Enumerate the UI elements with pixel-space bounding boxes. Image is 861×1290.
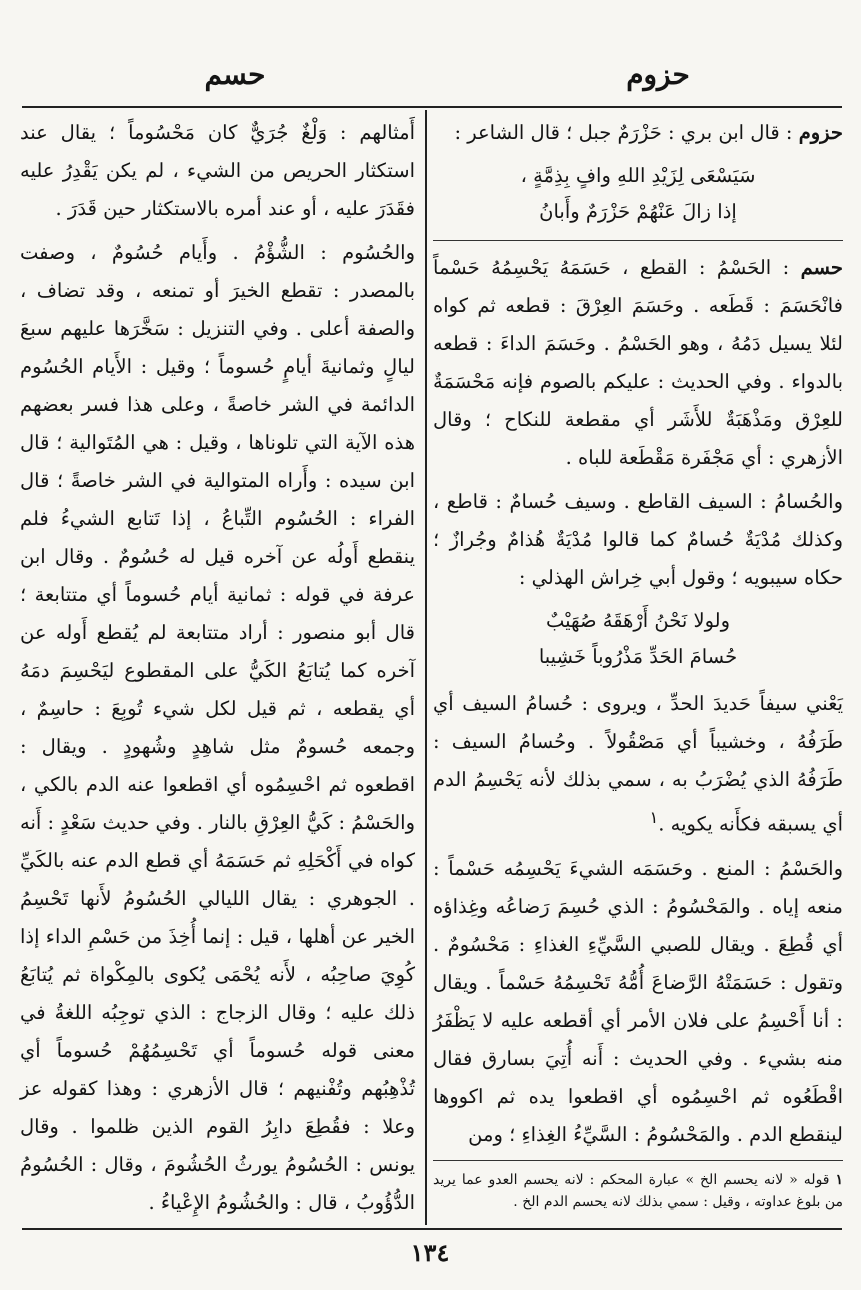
paragraph-hasm-prevention: والحَسْمُ : المنع . وحَسَمَه الشيءَ يَحْسِمُه حَسْماً : منعه إياه . والمَحْسُومُ : الذي حُسِمَ رَضاعُه وغِذاؤه أي قُطِعَ . ويقال للصبي السَّيِّءِ الغذاءِ : مَحْسُومٌ . وتقول : حَسَمَتْهُ الرَّضاعَ أُمُّهُ تَحْسِمُهُ حَسْماً . ويقال : أنا أَحْسِمُ على فلان الأمر أي أقطعه عليه لا يَظْفَرُ منه بشيء . وفي الحديث : أَنه أُتِيَ بسارق فقال اقْطَعُوه ثم احْسِمُوه أي اقطعوا يده ثم اكووها لينقطع الدم . والمَحْسُومُ : السَّيِّءُ الغِذاءِ ؛ ومن (433, 856, 843, 1146)
footnote-separator (433, 1160, 843, 1161)
footnote (433, 1169, 843, 1213)
poem-line: حُسامَ الحَدِّ مَذْرُوباً خَشِيبا (538, 645, 738, 668)
footer-rule (22, 1228, 842, 1230)
footnote-text: قوله « لانه يحسم الخ » عبارة المحكم : لانه يحسم العدو عما يريد من بلوغ عداوته ، وقيل : سمي بذلك لانه يحسم الدم الخ . (433, 1171, 843, 1210)
entry-hazum-text: : قال ابن بري : حَزْرَمٌ جبل ؛ قال الشاعر : (454, 121, 793, 144)
paragraph-husum: والحُسُوم : الشُّؤْمُ . وأَيام حُسُومٌ ، وصفت بالمصدر : تقطع الخيرَ أو تمنعه ، وقد تضاف ، والصفة أعلى . وفي التنزيل : سَخَّرَها عليهم سبعَ ليالٍ وثمانيةَ أيامٍ حُسوماً ؛ وقيل : الأَيام الحُسُوم الدائمة في الشر خاصةً ، وعلى هذا فسر بعضهم هذه الآية التي تلوناها ، وقيل : هي المُتَوالية ؛ قال ابن سيده : وأَراه المتوالية في الشر خاصةً ؛ قال الفراء : الحُسُوم التِّباعُ ، إذا تَتابع الشيءُ فلم ينقطع أَولُه عن آخره قيل له حُسُومٌ . وقال ابن عرفة في قوله : ثمانية أيام حُسوماً أي متتابعة ؛ قال أبو منصور : أراد متتابعة لم يُقطع أَوله عن آخره كما يُتابَعُ الكَيُّ على المقطوع ليَحْسِمَ دمَهُ أي يقطعه ، ثم قيل لكل شيء تُوبِعَ : حاسِمٌ ، وجمعه حُسومٌ مثل شاهِدٍ وشُهودٍ . ويقال : اقطعوه ثم احْسِمُوه أي اقطعوا عنه الدم بالكي ، والحَسْمُ : كَيُّ العِرْقِ بالنار . وفي حديث سَعْدٍ : أَنه كواه في أَكْحَلِهِ ثم حَسَمَهُ أي قطع الدم عنه بالكَيِّ . الجوهري : يقال الليالي الحُسُومُ لأَنها تَحْسِمُ الخير عن أهلها ، قيل : إنما أُخِذَ من حَسْمِ الداء إذا كُوِيَ صاحِبُه ، لأَنه يُحْمَى يُكوى بالمِكْواة ثم يُتابَعُ ذلك عليه ؛ وقال الزجاج : الذي توجِبُه اللغةُ في معنى قوله حُسوماً أي تَحْسِمُهُمْ حُسوماً أي تُذْهِبُهم وتُفْنيهم ؛ قال الأزهري : وهذا كقوله عز وعلا : فقُطِعَ دابِرُ القوم الذين ظلموا . وقال يونس : الحُسُومُ يورثُ الحُشُومَ ، وقال : الحُسُومُ الدُّؤُوبُ ، قال : والحُشُومُ الإِعْياءُ . (20, 241, 415, 1214)
paragraph-proverb: أَمثالهم : وَلْغٌ جُرَيٌّ كان مَحْسُوماً ؛ يقال عند استكثار الحريص من الشيء ، لم يكن يَقْدِرُ عليه فقَدَرَ عليه ، أو عند أمره بالاستكثار حين قَدَرَ . (20, 121, 415, 220)
running-header-right: حزوم (626, 58, 690, 91)
left-column (20, 114, 415, 1228)
poem-verse-1 (433, 158, 843, 230)
poem-line: إذا زالَ عَنْهُمْ حَزْرَمٌ وأَبانُ (539, 200, 737, 223)
headword-hazum: حزوم (798, 121, 843, 144)
paragraph-sword-edge-text: يَعْني سيفاً حَديدَ الحدِّ ، ويروى : حُسامُ السيف أي طَرَفُهُ ، وخشيباً أي مَصْقُولاً . وحُسامُ السيف : طَرَفُهُ الذي يُضْرَبُ به ، سمي بذلك لأنه يَحْسِمُ الدم أي يسبقه فكأَنه يكويه . (433, 692, 843, 836)
footnote-number: ١ (835, 1171, 844, 1188)
poem-verse-2 (433, 603, 843, 675)
paragraph-sword-edge (433, 685, 843, 844)
entry-separator (433, 240, 843, 241)
page-number: ١٣٤ (410, 1238, 450, 1267)
column-divider (425, 110, 427, 1225)
footnote-marker: ١ (649, 808, 659, 827)
paragraph-husam: والحُسامُ : السيف القاطع . وسيف حُسامٌ : قاطع ، وكذلك مُدْيَةٌ حُسامٌ كما قالوا مُدْيَةٌ هُذامٌ وجُرازٌ ؛ حكاه سيبويه ؛ وقول أبي خِراش الهذلي : (433, 490, 843, 589)
entry-hasam-text: : الحَسْمُ : القطع ، حَسَمَهُ يَحْسِمُهُ حَسْماً فانْحَسَمَ : قَطَعه . وحَسَمَ العِرْقَ : قطعه ثم كواه لئلا يسيل دَمُهُ ، وهو الحَسْمُ . وحَسَمَ الداءَ : قطعه بالدواء . وفي الحديث : عليكم بالصوم فإنه مَحْسَمَةٌ للعِرْق ومَذْهَبَةٌ للأَشَر أي مقطعة للنكاح ؛ وقال الأزهري : أي مَجْفَرة مَقْطَعة للباه . (433, 256, 843, 469)
running-header-left: حسم (204, 58, 266, 91)
entry-hasam (433, 249, 843, 477)
header-rule (22, 106, 842, 108)
poem-line: ولولا نَحْنُ أَرْهَقَهُ صُهَيْبٌ (545, 609, 731, 632)
entry-hazum (433, 114, 843, 152)
right-column (433, 114, 843, 1213)
headword-hasam: حسم (800, 256, 843, 279)
poem-line: سَيَسْعَى لِزَيْدِ اللهِ وافٍ بِذِمَّةٍ ، (520, 164, 756, 187)
